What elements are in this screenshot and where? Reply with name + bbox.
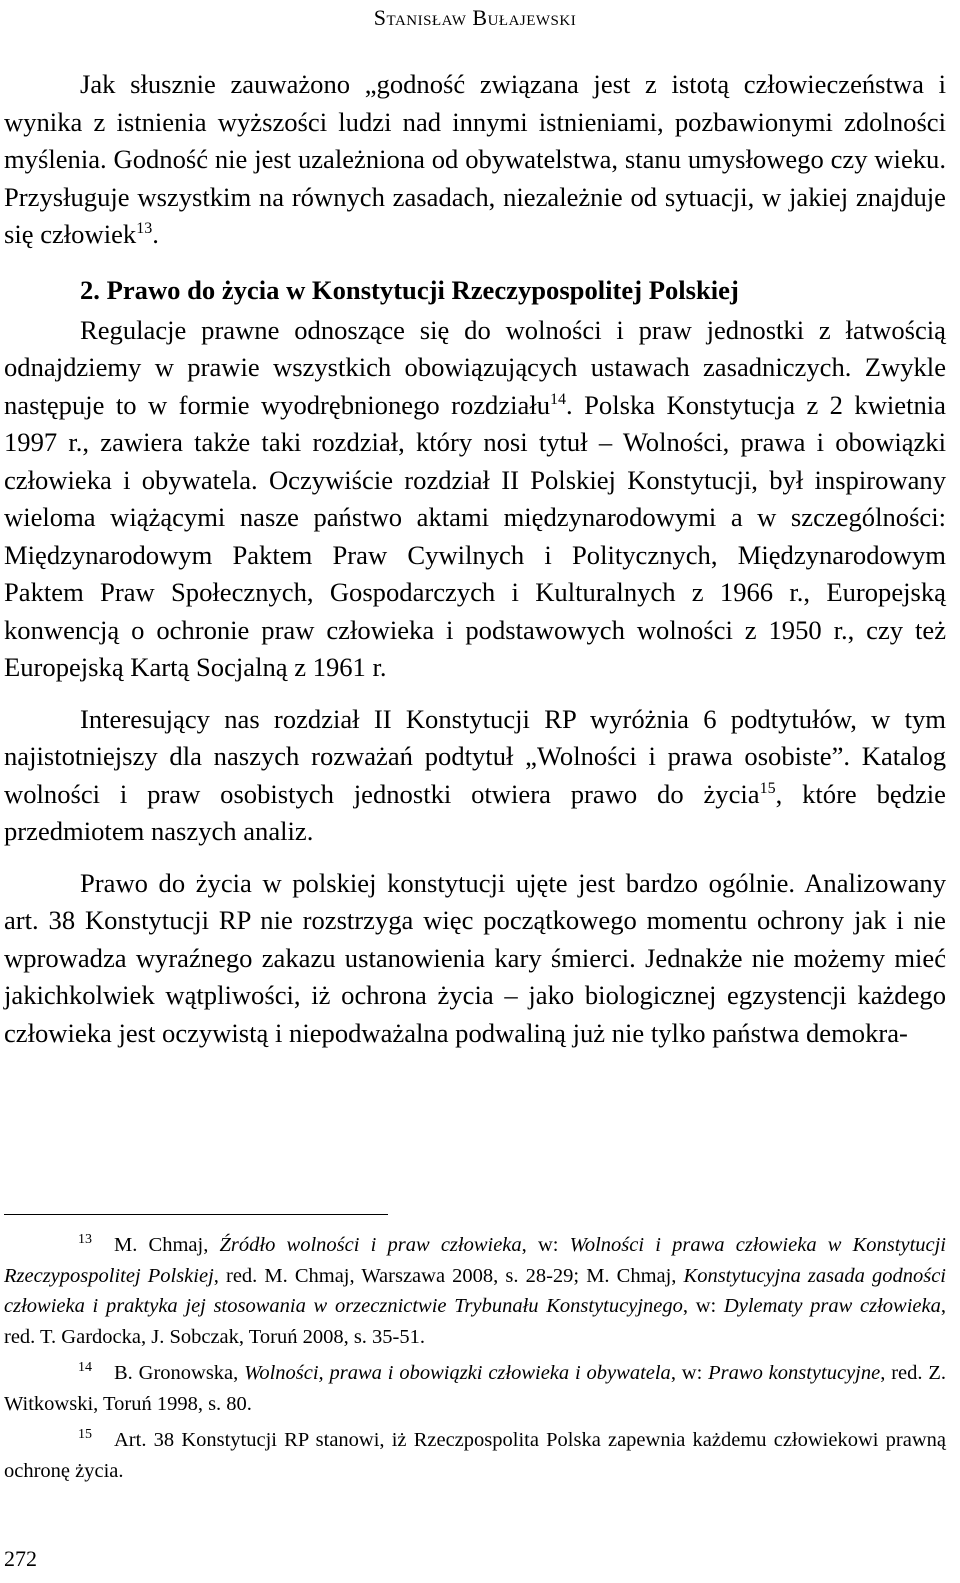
footnote-text: B. Gronowska, xyxy=(114,1362,245,1384)
paragraph-text: . xyxy=(152,219,159,249)
footnote-text: M. Chmaj, xyxy=(114,1234,220,1256)
footnote-title: Źródło wolności i praw człowieka xyxy=(219,1234,522,1256)
footnote-separator xyxy=(4,1214,388,1215)
footnote-13 xyxy=(4,1230,946,1352)
running-head: Stanisław Bułajewski xyxy=(373,5,577,30)
footnote-text: , w: xyxy=(521,1234,570,1256)
paragraph-text: , które będzie przedmiotem naszych analiz. xyxy=(4,778,946,846)
footnote-text: , w: xyxy=(682,1295,724,1317)
footnote-title: Dylematy praw człowieka xyxy=(723,1295,941,1317)
footnote-text: , red. T. Gardocka, J. Sobczak, Toruń 2008, s. 35-51. xyxy=(4,1295,947,1348)
paragraph-regulations xyxy=(4,312,946,687)
paragraph-text: Regulacje prawne odnoszące się do wolności i praw jednostki z łatwością odnajdziemy w prawie wszystkich obowiązujących ustawach zasadniczych. Zwykle następuje to w formie wyodrębnionego rozdziału xyxy=(4,314,946,420)
paragraph-dignity xyxy=(4,66,946,254)
paragraph-text: . Polska Konstytucja z 2 kwietnia 1997 r., zawiera także taki rozdział, który nosi tytuł – Wolności, prawa i obowiązki człowieka i obywatela. Oczywiście rozdział II Polskiej Konstytucji, był inspirowany wieloma wiążącymi nasze państwo aktami międzynarodowymi a w szczególności: Międzynarodowym Paktem Praw Cywilnych i Politycznych, Międzynarodowym Paktem Praw Społecznych, Gospodarczych i Kulturalnych z 1966 r., Europejską konwencją o ochronie praw człowieka i podstawowych wolności z 1950 r., czy też Europejską Kartą Socjalną z 1961 r. xyxy=(4,389,946,682)
footnote-number: 15 xyxy=(78,1427,92,1443)
footnote-title: Wolności i prawa człowieka w Konstytucji Rzeczypospolitej Polskiej xyxy=(4,1234,946,1287)
footnote-15 xyxy=(4,1425,946,1486)
footnote-ref-13[interactable]: 13 xyxy=(136,220,153,238)
paragraph-chapter-two xyxy=(4,701,946,851)
footnote-title: Konstytucyjna zasada godności człowieka i praktyka jej stosowania w orzecznictwie Trybunału Konstytucyjnego xyxy=(4,1264,946,1317)
footnotes xyxy=(4,1230,946,1486)
section-heading: 2. Prawo do życia w Konstytucji Rzeczypospolitej Polskiej xyxy=(80,274,739,305)
footnote-number: 14 xyxy=(78,1360,92,1376)
footnote-14 xyxy=(4,1358,946,1419)
footnote-title: Wolności, prawa i obowiązki człowieka i obywatela xyxy=(244,1362,671,1384)
paragraph-text: Jak słusznie zauważono „godność związana jest z istotą człowieczeństwa i wynika z istnienia wyższości ludzi nad innymi istnieniami, pozbawionymi zdolności myślenia. Godność nie jest uzależniona od obywatelstwa, stanu umysłowego czy wieku. Przysługuje wszystkim na równych zasadach, niezależnie od sytuacji, w jakiej znajduje się człowiek xyxy=(4,69,946,249)
footnote-text: , red. Z. Witkowski, Toruń 1998, s. 80. xyxy=(4,1362,947,1415)
footnote-text: , red. M. Chmaj, Warszawa 2008, s. 28-29; M. Chmaj, xyxy=(213,1264,684,1287)
footnote-ref-15[interactable]: 15 xyxy=(759,779,776,797)
footnote-number: 13 xyxy=(78,1232,92,1248)
footnote-text: , w: xyxy=(670,1362,709,1384)
page-number: 272 xyxy=(4,1546,37,1571)
footnote-title: Prawo konstytucyjne xyxy=(708,1362,881,1384)
footnote-ref-14[interactable]: 14 xyxy=(550,390,567,408)
paragraph-right-to-life: Prawo do życia w polskiej konstytucji ujęte jest bardzo ogólnie. Analizowany art. 38 Konstytucji RP nie rozstrzyga więc początkowego momentu ochrony jak i nie wprowadza wyraźnego zakazu ustanowienia kary śmierci. Jednakże nie możemy mieć jakichkolwiek wątpliwości, iż ochrona życia – jako biologicznej egzystencji każdego człowieka jest oczywistą i niepodważalna podwaliną już nie tylko państwa demokra- xyxy=(4,867,946,1048)
paragraph-text: Interesujący nas rozdział II Konstytucji RP wyróżnia 6 podtytułów, w tym najistotniejszy dla naszych rozważań podtytuł „Wolności i prawa osobiste”. Katalog wolności i praw osobistych jednostki otwiera prawo do życia xyxy=(4,703,946,809)
footnote-text: Art. 38 Konstytucji RP stanowi, iż Rzeczpospolita Polska zapewnia każdemu człowiekowi prawną ochronę życia. xyxy=(4,1429,946,1482)
